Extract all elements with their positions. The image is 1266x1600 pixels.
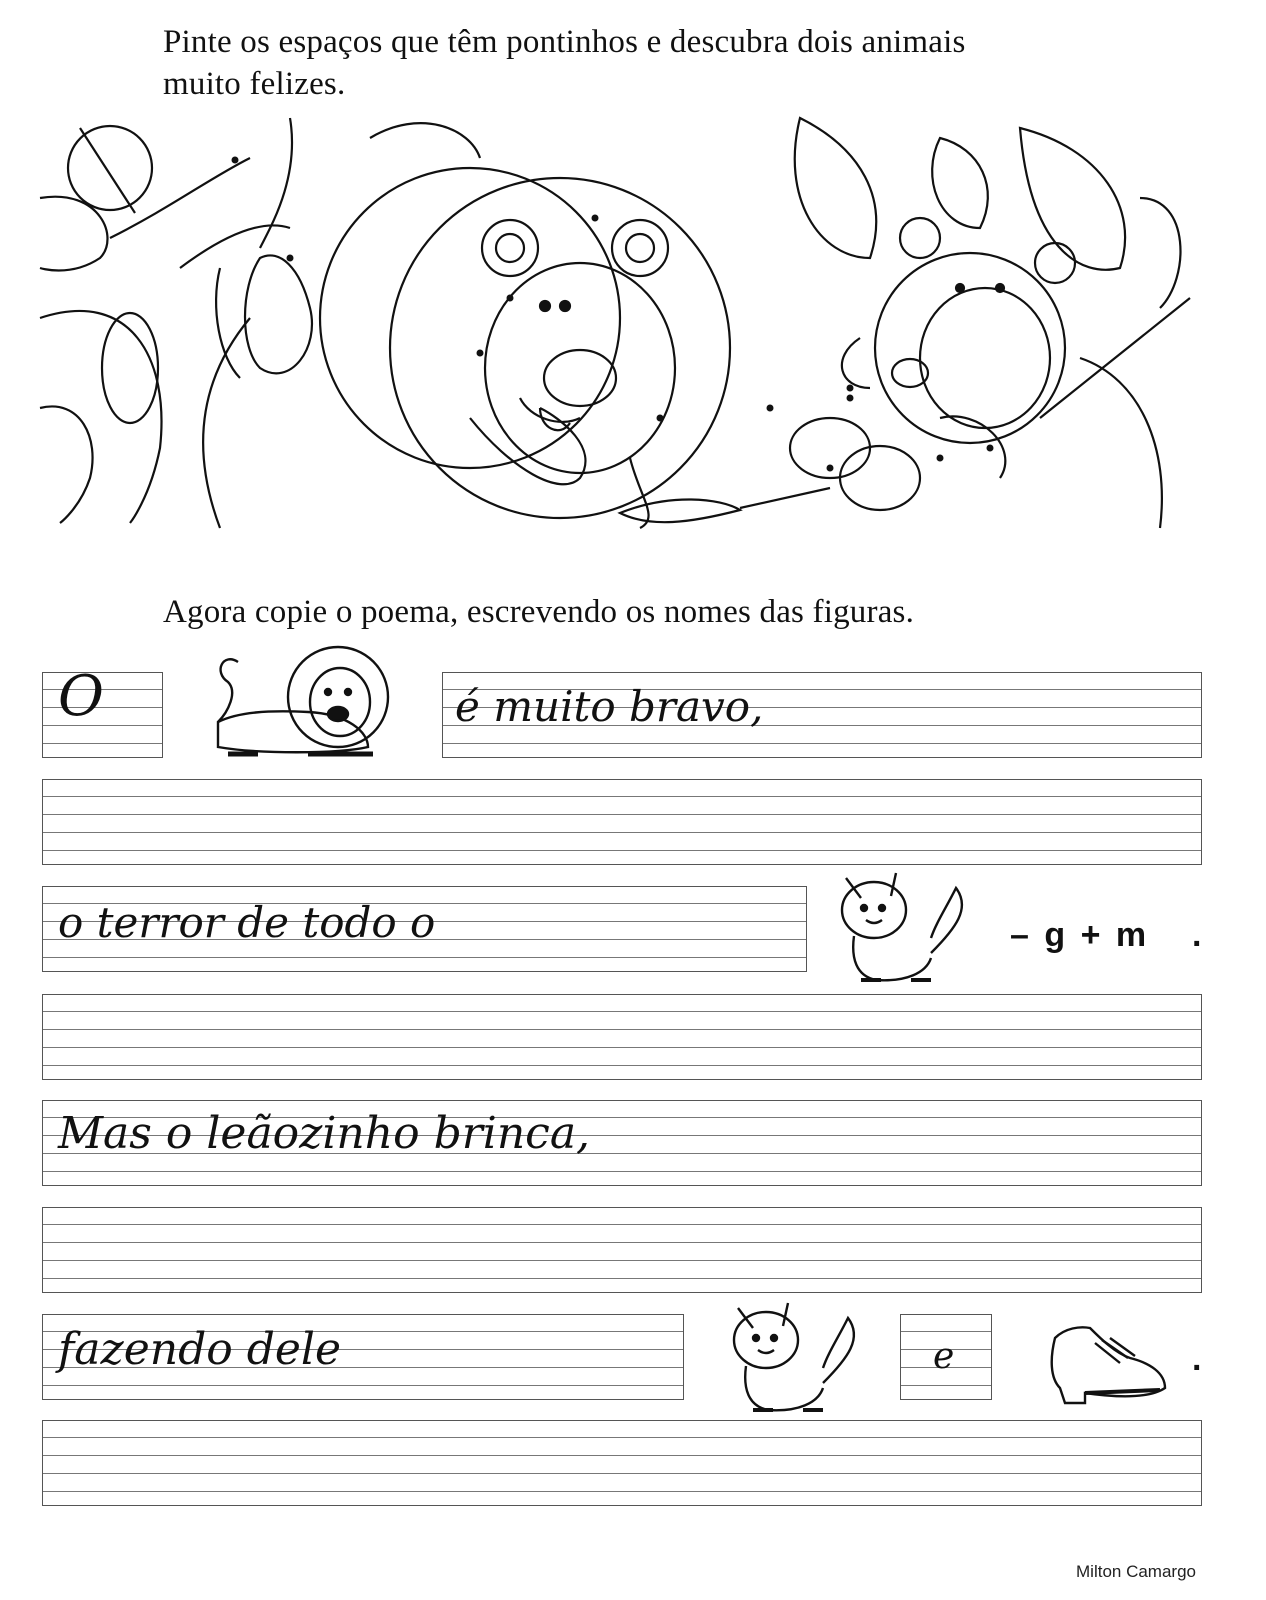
author-credit: Milton Camargo [1076, 1562, 1196, 1581]
poem-line3: Mas o leãozinho brinca, [58, 1108, 591, 1159]
writing-box-blank-2 [42, 994, 1202, 1080]
instruction-copy: Agora copie o poema, escrevendo os nomes das figuras. [163, 594, 915, 630]
poem-line4-period: . [1192, 1340, 1202, 1378]
writing-box-blank-4 [42, 1420, 1202, 1506]
cat-icon [836, 868, 976, 988]
shoe-icon [1040, 1318, 1170, 1408]
writing-box-blank-3 [42, 1207, 1202, 1293]
writing-box-blank-1 [42, 779, 1202, 865]
cat-icon [728, 1298, 868, 1418]
lion-icon [198, 642, 398, 762]
instruction-paint-line1: Pinte os espaços que têm pontinhos e descubra dois animais [163, 24, 966, 60]
poem-line1-end: é muito bravo, [455, 682, 764, 731]
poem-line2-start: o terror de todo o [58, 898, 436, 947]
poem-line4-start: fazendo dele [58, 1324, 342, 1375]
poem-line1-start: O [58, 664, 104, 729]
lion-and-cub-coloring-icon [40, 118, 1190, 528]
poem-line2-period: . [1192, 916, 1202, 954]
poem-line4-connector: e [933, 1336, 955, 1377]
instruction-paint-line2: muito felizes. [163, 66, 346, 102]
poem-line2-formula: – g + m [1010, 916, 1150, 954]
